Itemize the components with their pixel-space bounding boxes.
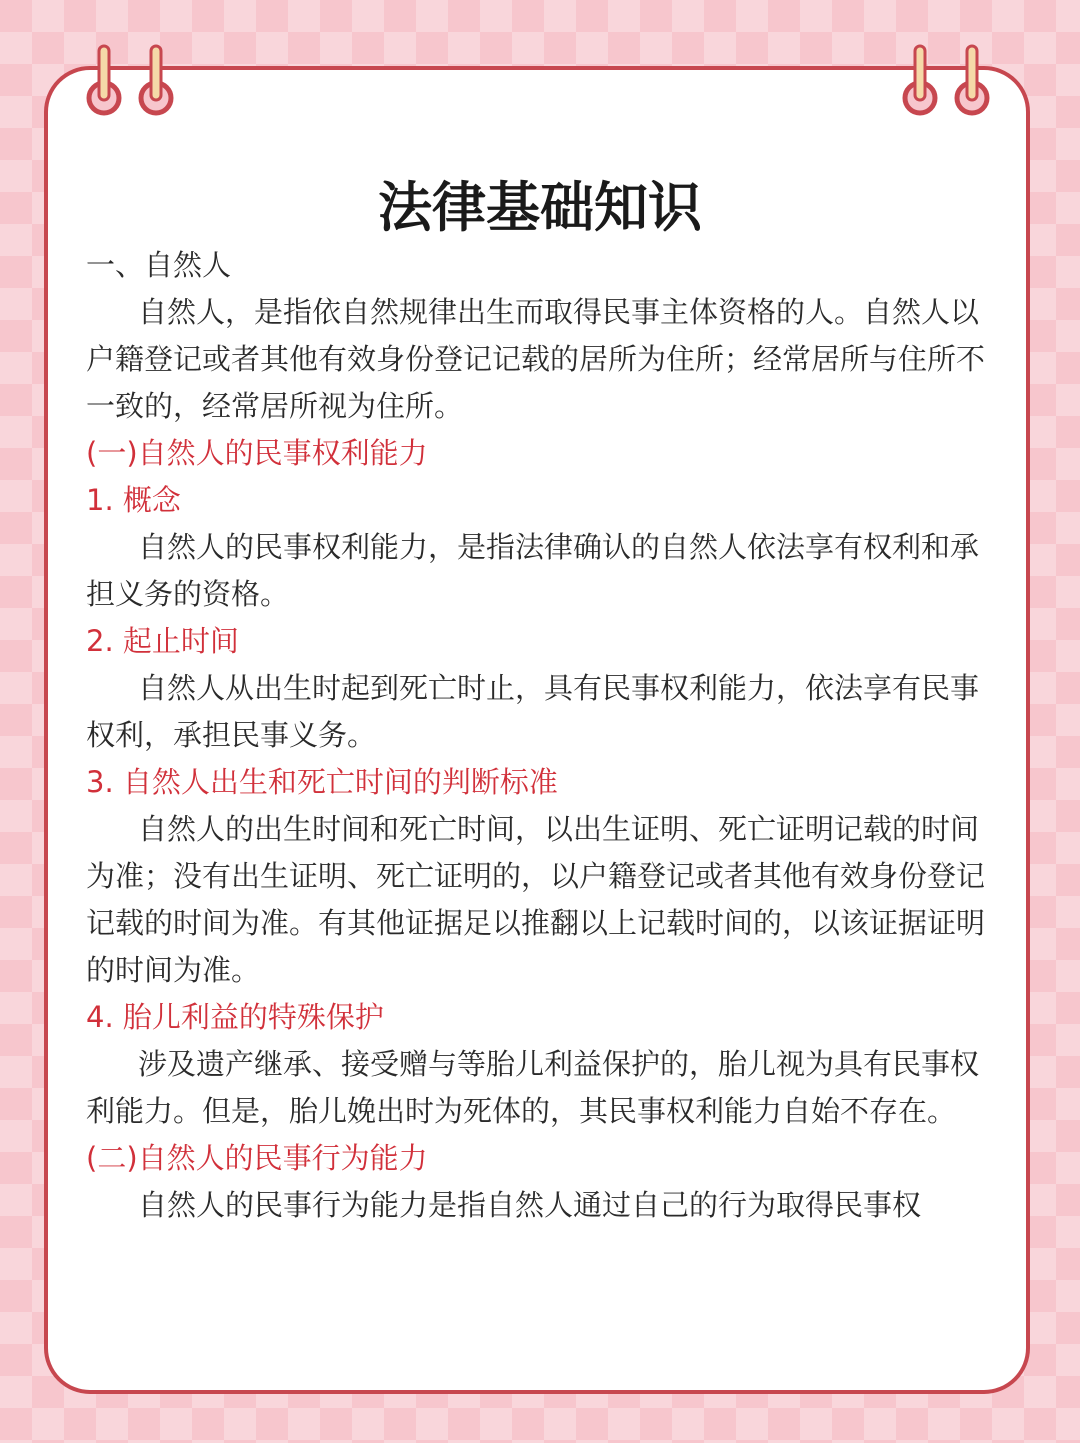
binder-ring-icon [954, 44, 990, 116]
document-body [86, 242, 996, 1229]
item-paragraph: 涉及遗产继承、接受赠与等胎儿利益保护的，胎儿视为具有民事权利能力。但是，胎儿娩出时为死体的，其民事权利能力自始不存在。 [86, 1047, 980, 1128]
item-paragraph: 自然人从出生时起到死亡时止，具有民事权利能力，依法享有民事权利，承担民事义务。 [86, 671, 980, 752]
item-paragraph: 自然人的民事权利能力，是指法律确认的自然人依法享有权利和承担义务的资格。 [86, 530, 980, 611]
binder-ring-icon [138, 44, 174, 116]
subsection-heading: (二)自然人的民事行为能力 [86, 1141, 428, 1175]
section-paragraph: 自然人的民事行为能力是指自然人通过自己的行为取得民事权 [138, 1188, 922, 1222]
item-heading: 1. 概念 [86, 483, 181, 517]
item-paragraph: 自然人的出生时间和死亡时间，以出生证明、死亡证明记载的时间为准；没有出生证明、死亡证明的，以户籍登记或者其他有效身份登记记载的时间为准。有其他证据足以推翻以上记载时间的，以该证据证明的时间为准。 [86, 812, 986, 987]
section-heading: 一、自然人 [86, 248, 232, 282]
item-heading: 4. 胎儿利益的特殊保护 [86, 1000, 384, 1034]
binder-ring-icon [902, 44, 938, 116]
subsection-heading: (一)自然人的民事权利能力 [86, 436, 428, 470]
page-title: 法律基础知识 [378, 175, 702, 239]
item-heading: 2. 起止时间 [86, 624, 239, 658]
binder-ring-icon [86, 44, 122, 116]
section-paragraph: 自然人，是指依自然规律出生而取得民事主体资格的人。自然人以户籍登记或者其他有效身份登记记载的居所为住所；经常居所与住所不一致的，经常居所视为住所。 [86, 295, 986, 423]
item-heading: 3. 自然人出生和死亡时间的判断标准 [86, 765, 558, 799]
